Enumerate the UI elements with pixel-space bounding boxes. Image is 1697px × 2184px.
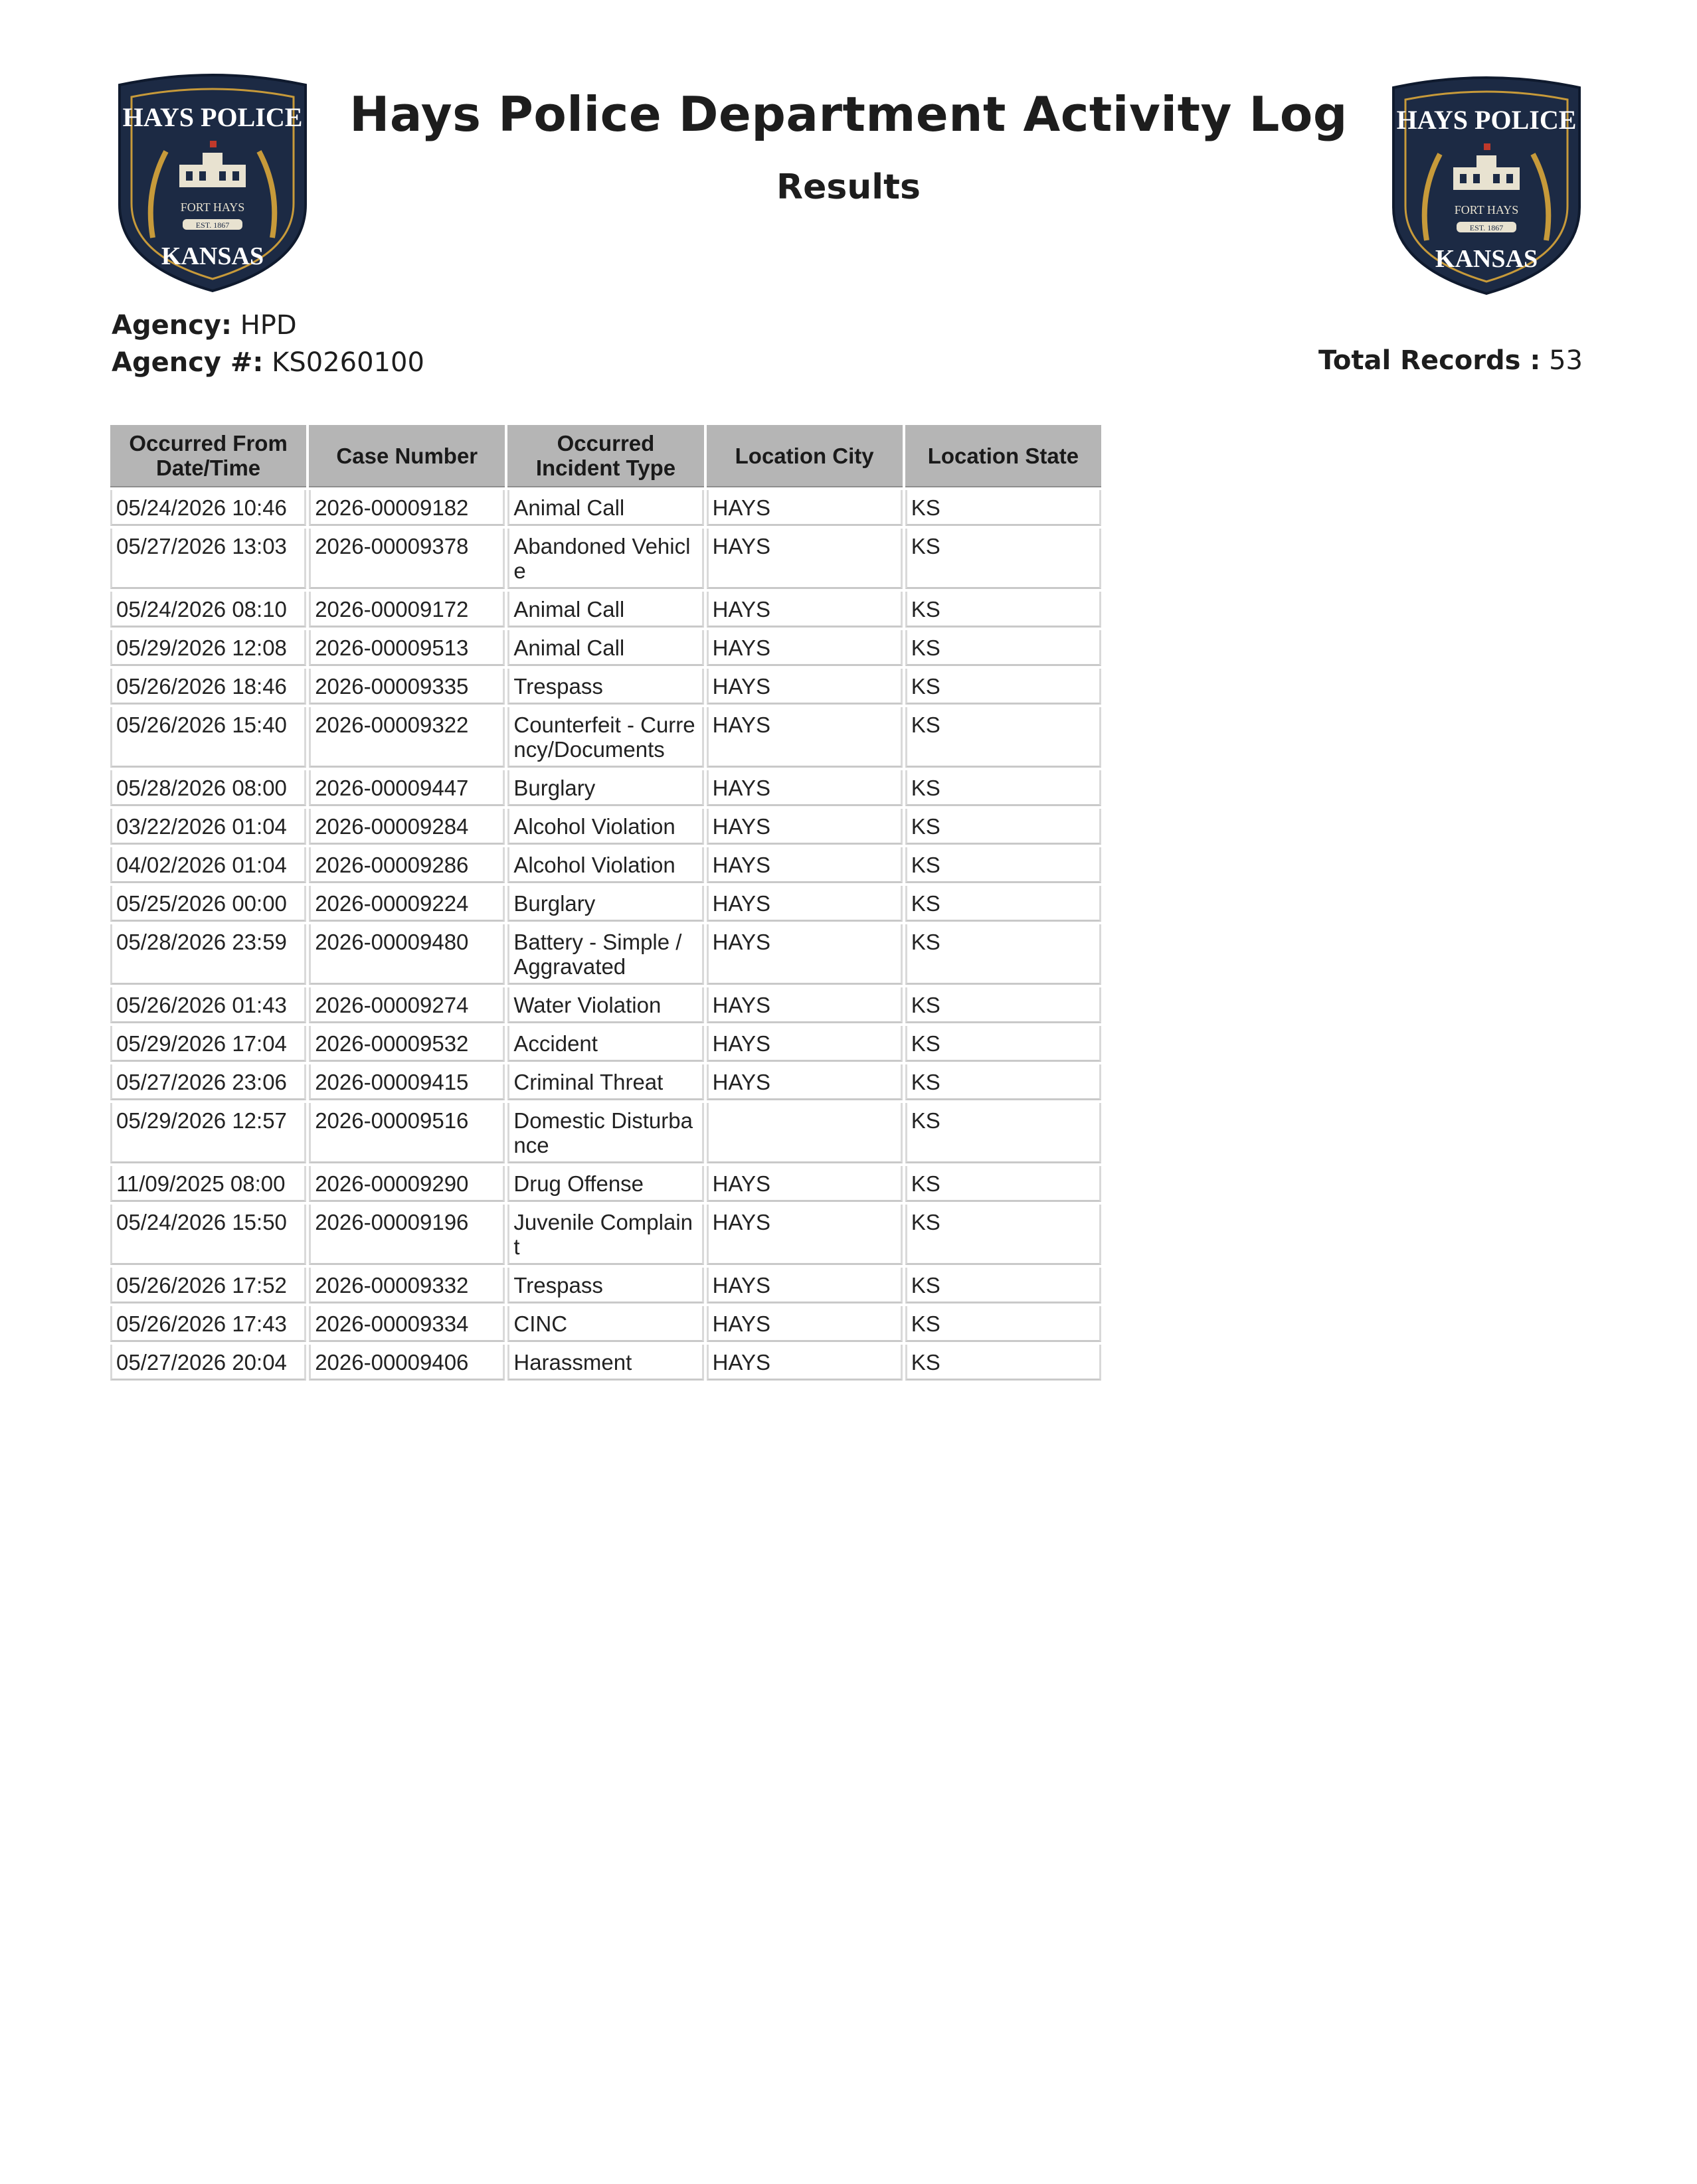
cell-location-city: HAYS: [707, 847, 903, 883]
cell-occurred-from: 03/22/2026 01:04: [110, 809, 306, 845]
cell-incident-type: Abandoned Vehicle: [507, 529, 703, 589]
cell-incident-type: Burglary: [507, 770, 703, 806]
table-row: [110, 707, 1101, 768]
table-row: [110, 1026, 1101, 1062]
cell-incident-type: Accident: [507, 1026, 703, 1062]
svg-text:HAYS POLICE: HAYS POLICE: [1396, 105, 1577, 135]
cell-location-state: KS: [905, 1268, 1101, 1303]
cell-incident-type: Trespass: [507, 1268, 703, 1303]
cell-incident-type: Alcohol Violation: [507, 809, 703, 845]
total-records: [1318, 345, 1583, 376]
svg-text:EST. 1867: EST. 1867: [195, 220, 230, 230]
table-header-row: [110, 425, 1101, 487]
svg-text:FORT HAYS: FORT HAYS: [1454, 203, 1519, 216]
cell-location-state: KS: [905, 886, 1101, 922]
table-row: [110, 1166, 1101, 1202]
cell-case-number: 2026-00009172: [309, 592, 505, 628]
cell-occurred-from: 11/09/2025 08:00: [110, 1166, 306, 1202]
table-row: [110, 770, 1101, 806]
agency-line: [112, 307, 424, 344]
cell-location-state: KS: [905, 1064, 1101, 1100]
cell-incident-type: Burglary: [507, 886, 703, 922]
cell-incident-type: Animal Call: [507, 490, 703, 526]
cell-case-number: 2026-00009378: [309, 529, 505, 589]
cell-location-state: KS: [905, 847, 1101, 883]
cell-case-number: 2026-00009447: [309, 770, 505, 806]
cell-incident-type: Drug Offense: [507, 1166, 703, 1202]
cell-occurred-from: 05/27/2026 13:03: [110, 529, 306, 589]
cell-occurred-from: 05/27/2026 23:06: [110, 1064, 306, 1100]
cell-location-state: KS: [905, 1345, 1101, 1381]
cell-incident-type: Animal Call: [507, 630, 703, 666]
cell-location-city: HAYS: [707, 809, 903, 845]
cell-case-number: 2026-00009182: [309, 490, 505, 526]
column-header-incident-type: Occurred Incident Type: [507, 425, 703, 487]
cell-case-number: 2026-00009290: [309, 1166, 505, 1202]
cell-incident-type: Counterfeit - Currency/Documents: [507, 707, 703, 768]
cell-case-number: 2026-00009516: [309, 1103, 505, 1163]
cell-incident-type: Battery - Simple / Aggravated: [507, 924, 703, 985]
svg-text:KANSAS: KANSAS: [161, 242, 264, 270]
cell-case-number: 2026-00009415: [309, 1064, 505, 1100]
cell-location-state: KS: [905, 669, 1101, 705]
cell-incident-type: Water Violation: [507, 987, 703, 1023]
cell-case-number: 2026-00009274: [309, 987, 505, 1023]
cell-occurred-from: 05/29/2026 12:57: [110, 1103, 306, 1163]
cell-occurred-from: 04/02/2026 01:04: [110, 847, 306, 883]
cell-location-state: KS: [905, 1103, 1101, 1163]
cell-location-state: KS: [905, 707, 1101, 768]
svg-text:EST. 1867: EST. 1867: [1469, 223, 1504, 232]
cell-occurred-from: 05/29/2026 17:04: [110, 1026, 306, 1062]
cell-location-state: KS: [905, 490, 1101, 526]
cell-case-number: 2026-00009480: [309, 924, 505, 985]
cell-incident-type: Animal Call: [507, 592, 703, 628]
cell-location-state: KS: [905, 1306, 1101, 1342]
cell-location-city: HAYS: [707, 490, 903, 526]
cell-case-number: 2026-00009322: [309, 707, 505, 768]
svg-text:HAYS POLICE: HAYS POLICE: [122, 102, 303, 132]
cell-location-city: HAYS: [707, 630, 903, 666]
cell-location-state: KS: [905, 770, 1101, 806]
cell-location-city: HAYS: [707, 1268, 903, 1303]
table-row: [110, 987, 1101, 1023]
cell-incident-type: CINC: [507, 1306, 703, 1342]
table-row: [110, 630, 1101, 666]
cell-occurred-from: 05/26/2026 01:43: [110, 987, 306, 1023]
table-row: [110, 847, 1101, 883]
cell-occurred-from: 05/26/2026 18:46: [110, 669, 306, 705]
column-header-case-number: Case Number: [309, 425, 505, 487]
cell-location-city: HAYS: [707, 1205, 903, 1265]
table-row: [110, 1268, 1101, 1303]
cell-occurred-from: 05/26/2026 17:43: [110, 1306, 306, 1342]
cell-location-city: HAYS: [707, 1166, 903, 1202]
cell-occurred-from: 05/24/2026 08:10: [110, 592, 306, 628]
total-records-value: 53: [1549, 345, 1583, 376]
cell-location-city: HAYS: [707, 669, 903, 705]
cell-case-number: 2026-00009286: [309, 847, 505, 883]
cell-location-city: HAYS: [707, 529, 903, 589]
cell-location-city: HAYS: [707, 707, 903, 768]
table-row: [110, 529, 1101, 589]
cell-occurred-from: 05/26/2026 17:52: [110, 1268, 306, 1303]
column-header-location-state: Location State: [905, 425, 1101, 487]
cell-incident-type: Domestic Disturbance: [507, 1103, 703, 1163]
table-row: [110, 1064, 1101, 1100]
svg-text:FORT HAYS: FORT HAYS: [180, 201, 245, 214]
cell-location-city: HAYS: [707, 1345, 903, 1381]
activity-log-table: [108, 422, 1104, 1383]
cell-occurred-from: 05/24/2026 15:50: [110, 1205, 306, 1265]
table-row: [110, 1345, 1101, 1381]
table-row: [110, 1306, 1101, 1342]
table-row: [110, 1103, 1101, 1163]
cell-occurred-from: 05/25/2026 00:00: [110, 886, 306, 922]
page-title: Hays Police Department Activity Log: [349, 86, 1348, 142]
cell-location-state: KS: [905, 630, 1101, 666]
page-subtitle: Results: [776, 167, 921, 207]
cell-case-number: 2026-00009224: [309, 886, 505, 922]
cell-occurred-from: 05/28/2026 08:00: [110, 770, 306, 806]
cell-incident-type: Criminal Threat: [507, 1064, 703, 1100]
agency-number-value: KS0260100: [272, 347, 424, 378]
cell-case-number: 2026-00009332: [309, 1268, 505, 1303]
cell-location-city: [707, 1103, 903, 1163]
column-header-location-city: Location City: [707, 425, 903, 487]
cell-case-number: 2026-00009335: [309, 669, 505, 705]
cell-occurred-from: 05/28/2026 23:59: [110, 924, 306, 985]
column-header-occurred-from: Occurred From Date/Time: [110, 425, 306, 487]
table-row: [110, 809, 1101, 845]
cell-case-number: 2026-00009513: [309, 630, 505, 666]
cell-incident-type: Trespass: [507, 669, 703, 705]
agency-value: HPD: [240, 310, 297, 341]
table-row: [110, 490, 1101, 526]
cell-location-city: HAYS: [707, 592, 903, 628]
cell-incident-type: Alcohol Violation: [507, 847, 703, 883]
agency-label: Agency:: [112, 310, 232, 341]
table-row: [110, 1205, 1101, 1265]
cell-location-city: HAYS: [707, 886, 903, 922]
table-body: [110, 490, 1101, 1381]
svg-text:KANSAS: KANSAS: [1435, 245, 1538, 273]
cell-location-state: KS: [905, 924, 1101, 985]
cell-location-city: HAYS: [707, 770, 903, 806]
cell-location-state: KS: [905, 1205, 1101, 1265]
table-row: [110, 886, 1101, 922]
cell-case-number: 2026-00009334: [309, 1306, 505, 1342]
cell-location-city: HAYS: [707, 1306, 903, 1342]
agency-info: [112, 307, 424, 381]
cell-case-number: 2026-00009196: [309, 1205, 505, 1265]
cell-location-state: KS: [905, 1026, 1101, 1062]
cell-location-city: HAYS: [707, 987, 903, 1023]
cell-case-number: 2026-00009284: [309, 809, 505, 845]
cell-location-city: HAYS: [707, 1026, 903, 1062]
cell-location-state: KS: [905, 592, 1101, 628]
total-records-label: Total Records :: [1318, 345, 1541, 376]
cell-case-number: 2026-00009532: [309, 1026, 505, 1062]
cell-occurred-from: 05/29/2026 12:08: [110, 630, 306, 666]
cell-location-state: KS: [905, 1166, 1101, 1202]
cell-occurred-from: 05/24/2026 10:46: [110, 490, 306, 526]
cell-case-number: 2026-00009406: [309, 1345, 505, 1381]
cell-location-state: KS: [905, 809, 1101, 845]
cell-occurred-from: 05/26/2026 15:40: [110, 707, 306, 768]
cell-location-city: HAYS: [707, 1064, 903, 1100]
cell-occurred-from: 05/27/2026 20:04: [110, 1345, 306, 1381]
cell-location-state: KS: [905, 529, 1101, 589]
agency-number-label: Agency #:: [112, 347, 264, 378]
cell-incident-type: Harassment: [507, 1345, 703, 1381]
table-row: [110, 592, 1101, 628]
cell-location-state: KS: [905, 987, 1101, 1023]
cell-incident-type: Juvenile Complaint: [507, 1205, 703, 1265]
cell-location-city: HAYS: [707, 924, 903, 985]
agency-number-line: [112, 344, 424, 381]
table-row: [110, 924, 1101, 985]
table-row: [110, 669, 1101, 705]
